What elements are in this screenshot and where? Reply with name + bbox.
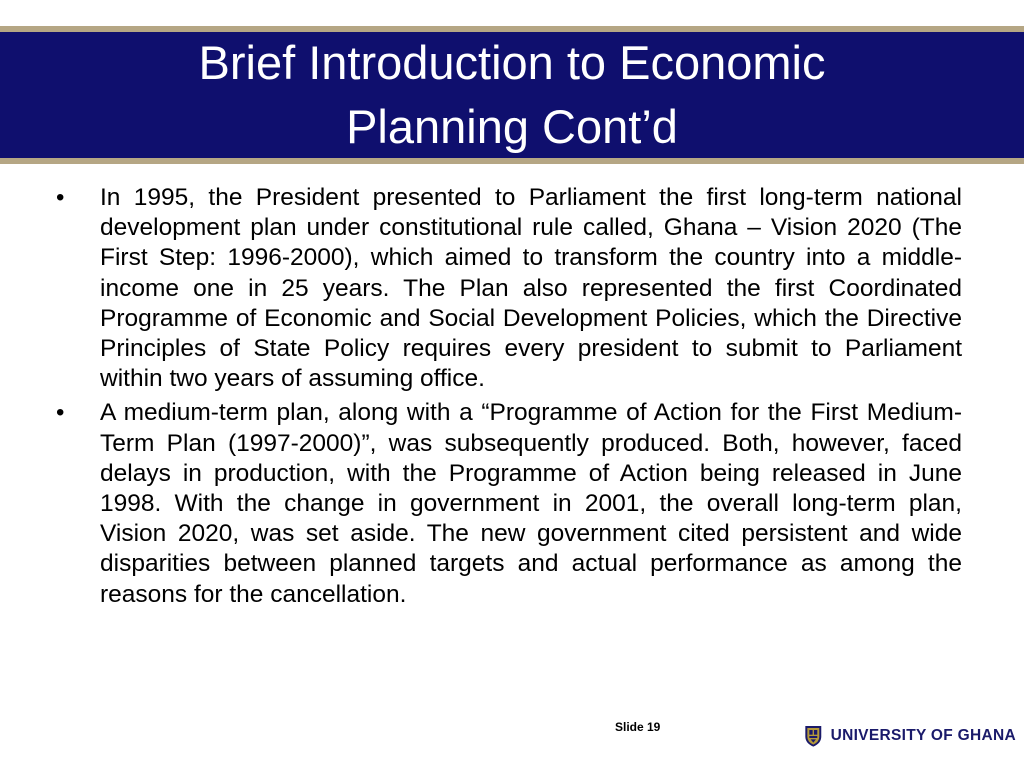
bullet-item: [56, 183, 962, 394]
university-name: UNIVERSITY OF GHANA: [830, 727, 1016, 744]
bullet-text: A medium-term plan, along with a “Programme of Action for the First Medium-Term Plan (1997-2000)”, was subsequently produced. Both, however, faced delays in production, with the Programme of Action being released in June 1998. With the change in government in 2001, the overall long-term plan, Vision 2020, was set aside. The new government cited persistent and wide disparities between planned targets and actual performance as among the reasons for the cancellation.: [100, 399, 962, 608]
bullet-list: [56, 183, 962, 614]
bullet-icon: •: [56, 184, 65, 211]
university-crest-icon: [804, 719, 823, 753]
slide-title-line-2: Planning Cont’d: [346, 100, 678, 153]
bullet-item: [56, 398, 962, 609]
slide-title-line-1: Brief Introduction to Economic: [198, 36, 826, 89]
bullet-text: In 1995, the President presented to Parliament the first long-term national development plan under constitutional rule called, Ghana – Vision 2020 (The First Step: 1996-2000), which aimed to transform the country into a middle- income one in 25 years. The Plan also represented the first Coordinated Programme of Economic and Social Development Policies, which the Directive Principles of State Policy requires every president to submit to Parliament within two years of assuming office.: [100, 184, 962, 393]
slide-title: [132, 31, 892, 159]
title-band: [0, 26, 1024, 164]
bullet-icon: •: [56, 399, 65, 427]
slide-number: Slide 19: [615, 720, 661, 734]
university-logo: [804, 718, 1016, 754]
